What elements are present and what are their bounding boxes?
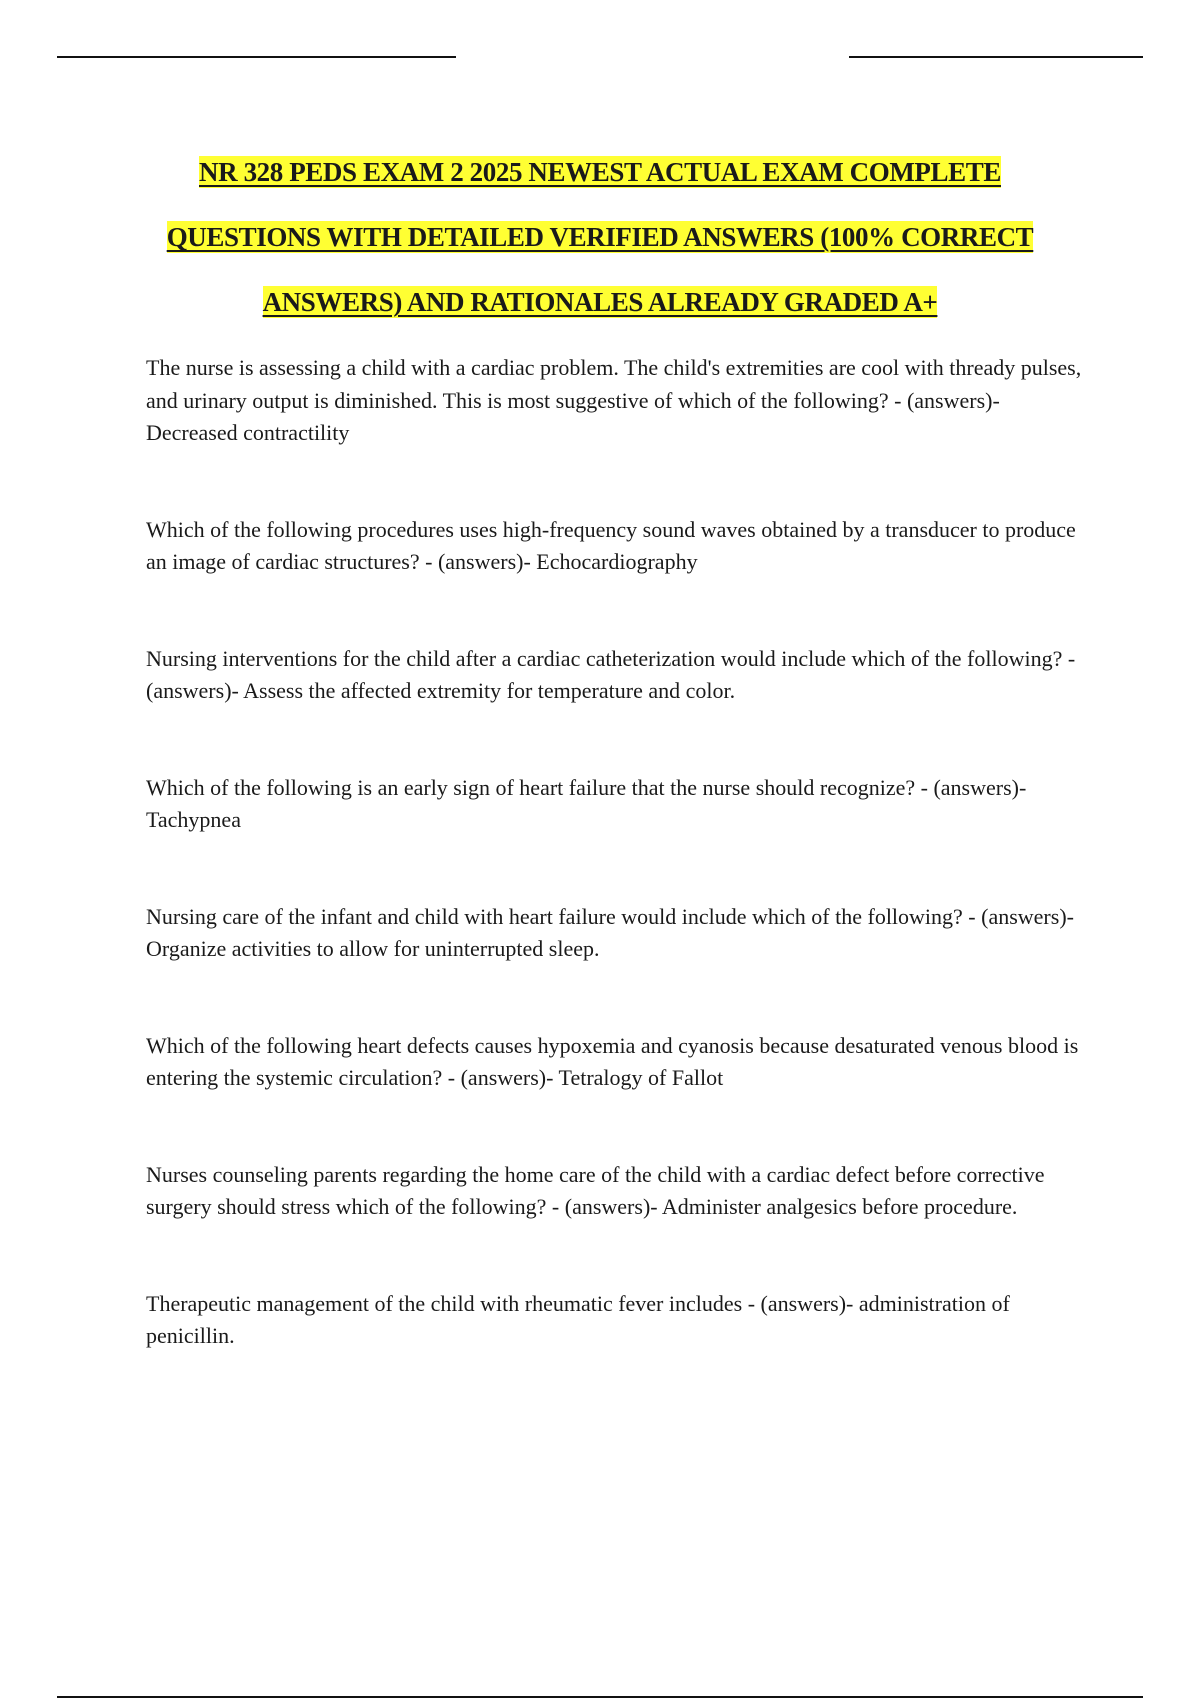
question-answer-item: Which of the following procedures uses high-frequency sound waves obtained by a transducer to produce an image of cardiac structures? - (answers)- Echocardiography xyxy=(146,516,1076,574)
question-answer-item: Nursing care of the infant and child with heart failure would include which of the following? - (answers)- Organize activities to allow for uninterrupted sleep. xyxy=(146,903,1074,961)
question-answer-item: Which of the following is an early sign of heart failure that the nurse should recognize? - (answers)- Tachypnea xyxy=(146,774,1027,832)
question-answer-item: Nurses counseling parents regarding the home care of the child with a cardiac defect before corrective surgery should stress which of the following? - (answers)- Administer analgesics before procedure. xyxy=(146,1161,1045,1219)
title-line-3: ANSWERS) AND RATIONALES ALREADY GRADED A+ xyxy=(262,287,938,317)
title-line-1: NR 328 PEDS EXAM 2 2025 NEWEST ACTUAL EXAM COMPLETE xyxy=(199,157,1001,187)
question-answer-list xyxy=(146,352,1096,1353)
question-answer-item: Nursing interventions for the child after a cardiac catheterization would include which of the following? - (answers)- Assess the affected extremity for temperature and color. xyxy=(146,645,1076,703)
question-answer-item: Therapeutic management of the child with rheumatic fever includes - (answers)- administration of penicillin. xyxy=(146,1290,1010,1348)
question-answer-item: The nurse is assessing a child with a cardiac problem. The child's extremities are cool with thready pulses, and urinary output is diminished. This is most suggestive of which of the following? - (answers)- Decreased contractility xyxy=(146,355,1082,445)
header-rule-left xyxy=(57,56,456,58)
header-rule-right xyxy=(849,56,1143,58)
document-title xyxy=(100,140,1100,335)
title-line-2: QUESTIONS WITH DETAILED VERIFIED ANSWERS (100% CORRECT xyxy=(166,222,1034,252)
footer-rule xyxy=(57,1696,1143,1698)
question-answer-item: Which of the following heart defects causes hypoxemia and cyanosis because desaturated venous blood is entering the systemic circulation? - (answers)- Tetralogy of Fallot xyxy=(146,1032,1079,1090)
